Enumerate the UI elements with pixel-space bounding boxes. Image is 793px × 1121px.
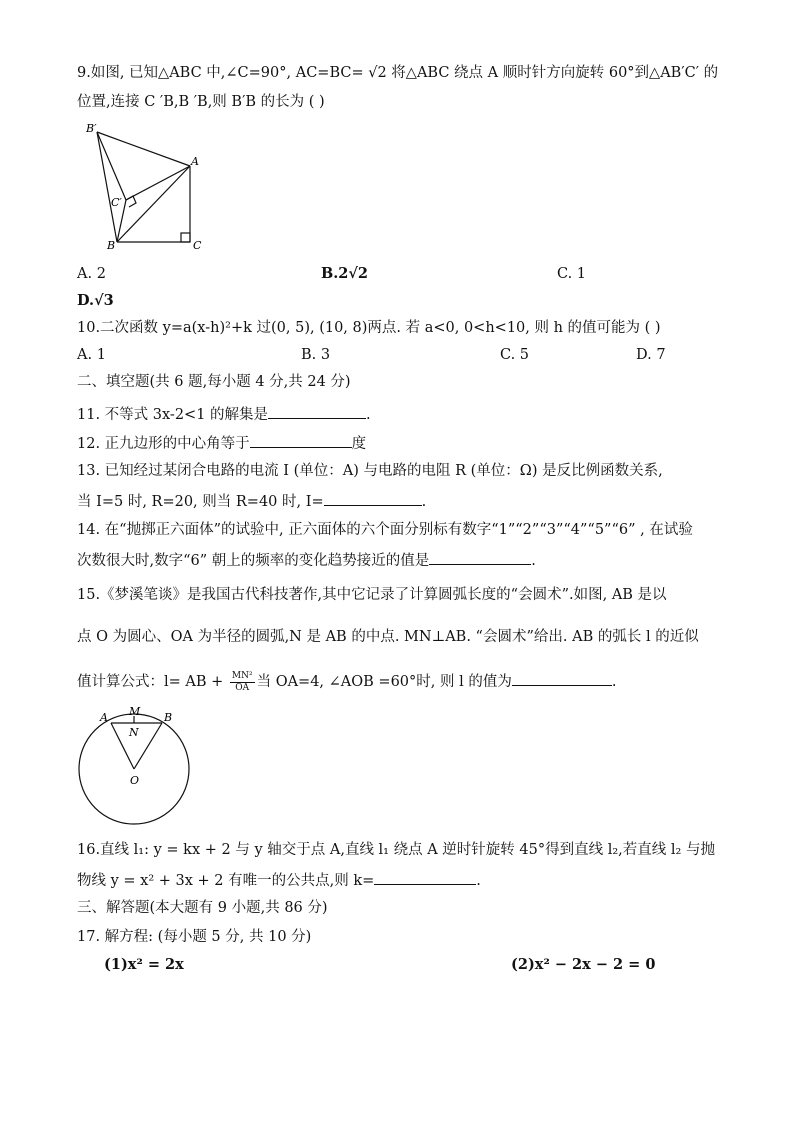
q14-end: . [531, 553, 536, 569]
q15-line3-post: 当 OA=4, ∠AOB =60°时, 则 l 的值为 [256, 674, 512, 690]
q11-answer-blank[interactable] [268, 403, 366, 419]
q15-label-a: A [100, 711, 108, 724]
q9-figure [80, 118, 210, 258]
q14-line2: 次数很大时,数字“6” 朝上的频率的变化趋势接近的值是 [77, 553, 430, 569]
section-fill-in-heading: 二、填空题(共 6 题,每小题 4 分,共 24 分) [77, 374, 351, 390]
q16-end: . [476, 873, 481, 889]
q16-line2: 物线 y = x² + 3x + 2 有唯一的公共点,则 k= [77, 873, 375, 889]
q14-line2-wrap [77, 549, 536, 571]
q12 [77, 432, 366, 454]
q16-line2-wrap [77, 869, 481, 891]
q15-end: . [611, 674, 617, 690]
q9-label-b: B [107, 239, 116, 252]
q15-line1: 15.《梦溪笔谈》是我国古代科技著作,其中它记录了计算圆弧长度的“会圆术”.如图, AB 是以 [77, 587, 667, 603]
section-solve-heading: 三、解答题(本大题有 9 小题,共 86 分) [77, 900, 328, 916]
q9-label-c: C [193, 239, 202, 252]
q11 [77, 403, 371, 425]
q15-label-n: N [129, 726, 139, 739]
q10-option-d: D. 7 [636, 347, 666, 363]
q9-label-a: A [191, 155, 199, 168]
q9-option-d: D.√3 [77, 292, 114, 309]
q15-label-m: M [129, 705, 141, 718]
q12-text: 12. 正九边形的中心角等于 [77, 436, 250, 452]
q12-answer-blank[interactable] [250, 432, 352, 448]
q13-line2: 当 I=5 时, R=20, 则当 R=40 时, I= [77, 494, 324, 510]
q9-stem-line2: 位置,连接 C ′B,B ′B,则 B′B 的长为 ( ) [77, 94, 325, 110]
q14-line1: 14. 在“抛掷正六面体”的试验中, 正六面体的六个面分别标有数字“1”“2”“3”“4”“5”“6” , 在试验 [77, 522, 693, 538]
q13-line2-wrap [77, 490, 426, 512]
q15-line3 [77, 670, 616, 694]
q10-option-c: C. 5 [500, 347, 530, 363]
q16-answer-blank[interactable] [374, 869, 476, 885]
q9-option-c: C. 1 [557, 266, 587, 282]
q9-label-c-prime: C′ [111, 196, 122, 209]
q15-fraction-numerator: MN² [231, 670, 253, 681]
q15-circle-figure [74, 704, 194, 829]
q15-label-b: B [164, 711, 173, 724]
q17-title: 17. 解方程: (每小题 5 分, 共 10 分) [77, 929, 312, 945]
q15-label-o: O [130, 774, 140, 787]
q14-answer-blank[interactable] [429, 549, 531, 565]
q10-option-a: A. 1 [77, 347, 106, 363]
q15-line2: 点 O 为圆心、OA 为半径的圆弧,N 是 AB 的中点. MN⊥AB. “会圆术”给出. AB 的弧长 l 的近似 [77, 629, 699, 645]
q12-end: 度 [351, 436, 367, 452]
q9-stem-line1: 9.如图, 已知△ABC 中,∠C=90°, AC=BC= √2 将△ABC 绕点 A 顺时针方向旋转 60°到△AB′C′ 的 [77, 65, 719, 81]
q15-fraction-denominator: OA [235, 682, 250, 693]
q15-fraction [230, 671, 255, 694]
q10-stem: 10.二次函数 y=a(x-h)²+k 过(0, 5), (10, 8)两点. 若 a<0, 0<h<10, 则 h 的值可能为 ( ) [77, 320, 661, 336]
q15-line3-pre: 值计算公式：l= AB + [77, 674, 224, 690]
q9-option-b: B.2√2 [321, 265, 369, 282]
q17-equation-2: (2)x² − 2x − 2 = 0 [511, 956, 656, 973]
q11-end: . [366, 407, 371, 423]
q13-line1: 13. 已知经过某闭合电路的电流 I (单位：A) 与电路的电阻 R (单位：Ω) 是反比例函数关系, [77, 463, 663, 479]
q15-answer-blank[interactable] [512, 670, 612, 686]
q13-end: . [421, 494, 427, 510]
q11-text: 11. 不等式 3x-2<1 的解集是 [77, 407, 269, 423]
q17-equation-1: (1)x² = 2x [104, 956, 184, 973]
q13-answer-blank[interactable] [324, 490, 422, 506]
q10-option-b: B. 3 [301, 347, 331, 363]
q9-option-a: A. 2 [77, 266, 106, 282]
q16-line1: 16.直线 l₁: y = kx + 2 与 y 轴交于点 A,直线 l₁ 绕点 A 逆时针旋转 45°得到直线 l₂,若直线 l₂ 与抛 [77, 842, 715, 858]
q9-label-b-prime: B′ [86, 122, 97, 135]
